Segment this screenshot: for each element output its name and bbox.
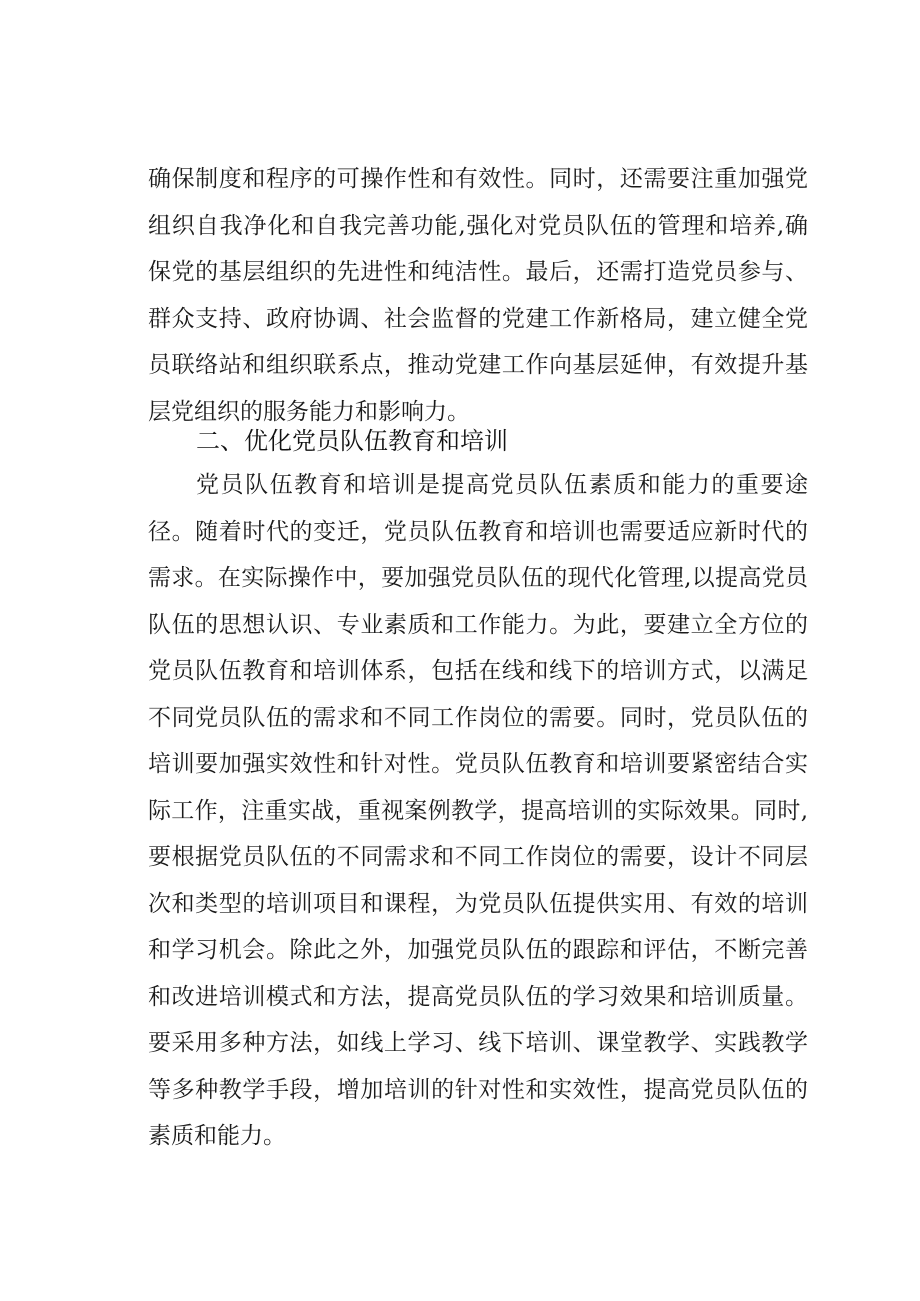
paragraph-line: 次和类型的培训项目和课程，为党员队伍提供实用、有效的培训 — [148, 890, 808, 917]
section-heading: 二、优化党员队伍教育和培训 — [196, 427, 508, 455]
paragraph-line: 员联络站和组织联系点，推动党建工作向基层延伸，有效提升基 — [148, 352, 808, 378]
paragraph-line: 党员队伍教育和培训是提高党员队伍素质和能力的重要途 — [196, 472, 808, 498]
paragraph-line: 不同党员队伍的需求和不同工作岗位的需要。同时，党员队伍的 — [148, 704, 808, 731]
paragraph-line: 和改进培训模式和方法，提高党员队伍的学习效果和培训质量。 — [148, 983, 808, 1010]
paragraph-continued — [148, 156, 808, 435]
paragraph-line: 群众支持、政府协调、社会监督的党建工作新格局，建立健全党 — [148, 305, 808, 332]
paragraph-line: 需求。在实际操作中，要加强党员队伍的现代化管理,以提高党员 — [148, 565, 808, 591]
paragraph-line: 党员队伍教育和培训体系，包括在线和线下的培训方式，以满足 — [148, 658, 808, 684]
paragraph-line: 和学习机会。除此之外，加强党员队伍的跟踪和评估，不断完善 — [148, 937, 808, 963]
paragraph-education-training — [148, 462, 808, 1160]
paragraph-line: 确保制度和程序的可操作性和有效性。同时，还需要注重加强党 — [148, 166, 808, 192]
paragraph-line: 队伍的思想认识、专业素质和工作能力。为此，要建立全方位的 — [148, 611, 808, 638]
paragraph-line: 组织自我净化和自我完善功能,强化对党员队伍的管理和培养,确 — [148, 212, 808, 239]
paragraph-line: 要采用多种方法，如线上学习、线下培训、课堂教学、实践教学 — [148, 1030, 808, 1056]
paragraph-line: 层党组织的服务能力和影响力。 — [148, 398, 470, 425]
paragraph-line: 要根据党员队伍的不同需求和不同工作岗位的需要，设计不同层 — [148, 844, 808, 870]
paragraph-line: 径。随着时代的变迁，党员队伍教育和培训也需要适应新时代的 — [148, 518, 808, 545]
paragraph-line: 保党的基层组织的先进性和纯洁性。最后，还需打造党员参与、 — [148, 259, 808, 285]
paragraph-line: 素质和能力。 — [148, 1123, 286, 1149]
paragraph-line: 际工作，注重实战，重视案例教学，提高培训的实际效果。同时, — [148, 797, 808, 824]
paragraph-line: 培训要加强实效性和针对性。党员队伍教育和培训要紧密结合实 — [148, 751, 808, 777]
paragraph-line: 等多种教学手段，增加培训的针对性和实效性，提高党员队伍的 — [148, 1076, 808, 1103]
